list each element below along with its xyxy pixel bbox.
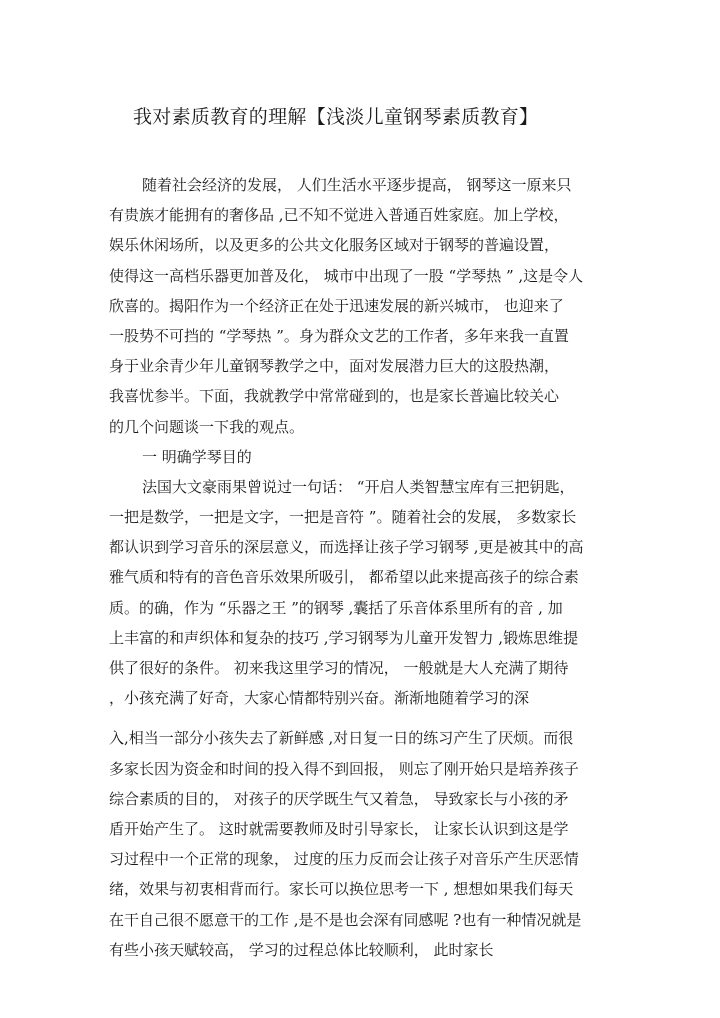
text-line: 供了很好的条件。 初来我这里学习的情况， 一般就是大人充满了期待 [109, 659, 569, 677]
text-line: 法国大文豪雨果曾说过一句话： “开启人类智慧宝库有三把钥匙， [142, 477, 575, 496]
section-heading: 一 明确学琴目的 [142, 447, 252, 466]
text-line: 一把是数学，一把是文字，一把是音符 ”。随着社会的发展， 多数家长 [109, 508, 577, 527]
paragraph-gap [109, 713, 609, 723]
document-title: 我对素质教育的理解【浅淡儿童钢琴素质教育】 [133, 106, 539, 128]
text-line: 在干自己很不愿意干的工作 ,是不是也会深有同感呢 ?也有一种情况就是 [109, 910, 582, 929]
text-line: ，小孩充满了好奇，大家心情都特别兴奋。渐渐地随着学习的深 [109, 689, 530, 708]
text-line: 雅气质和特有的音色音乐效果所吸引， 都希望以此来提高孩子的综合素 [109, 568, 579, 587]
text-line: 的几个问题谈一下我的观点。 [109, 417, 305, 436]
text-line: 多家长因为资金和时间的投入得不到回报， 则忘了刚开始只是培养孩子 [109, 759, 579, 778]
text-line: 随着社会经济的发展， 人们生活水平逐步提高， 钢琴这一原来只 [142, 176, 572, 194]
text-line: 综合素质的目的， 对孩子的厌学既生气又着急， 导致家长与小孩的矛 [109, 789, 569, 808]
text-line: 入,相当一部分小孩失去了新鲜感 ,对日复一日的练习产生了厌烦。而很 [109, 729, 574, 748]
text-line: 身于业余青少年儿童钢琴教学之中，面对发展潜力巨大的这股热潮， [109, 357, 560, 376]
text-line: 我喜忧参半。下面，我就教学中常常碰到的，也是家长普遍比较关心 [109, 387, 560, 406]
text-line: 上丰富的和声织体和复杂的技巧 ,学习钢琴为儿童开发智力 ,锻炼思维提 [109, 628, 579, 647]
text-line: 使得这一高档乐器更加普及化， 城市中出现了一股 “学琴热 ” ,这是令人 [109, 266, 584, 285]
text-line: 都认识到学习音乐的深层意义，而选择让孩子学习钢琴 ,更是被其中的高 [109, 538, 584, 557]
text-line: 欣喜的。揭阳作为一个经济正在处于迅速发展的新兴城市， 也迎来了 [109, 296, 564, 315]
text-line: 盾开始产生了。 这时就需要教师及时引导家长， 让家长认识到这是学 [109, 819, 569, 838]
document-body [109, 170, 609, 965]
text-line: 一股势不可挡的 “学琴热 ”。身为群众文艺的工作者，多年来我一直置 [109, 326, 569, 345]
text-line: 习过程中一个正常的现象， 过度的压力反而会让孩子对音乐产生厌恶情 [109, 850, 579, 869]
text-line: 绪，效果与初衷相背而行。家长可以换位思考一下 , 想想如果我们每天 [109, 880, 574, 899]
text-line: 有些小孩天赋较高， 学习的过程总体比较顺利， 此时家长 [109, 940, 494, 959]
text-line: 娱乐休闲场所，以及更多的公共文化服务区域对于钢琴的普遍设置， [109, 236, 560, 255]
text-line: 有贵族才能拥有的奢侈品 ,已不知不觉进入普通百姓家庭。加上学校， [109, 206, 569, 225]
text-line: 质。的确，作为 “乐器之王 ”的钢琴 ,囊括了乐音体系里所有的音 , 加 [109, 598, 563, 617]
